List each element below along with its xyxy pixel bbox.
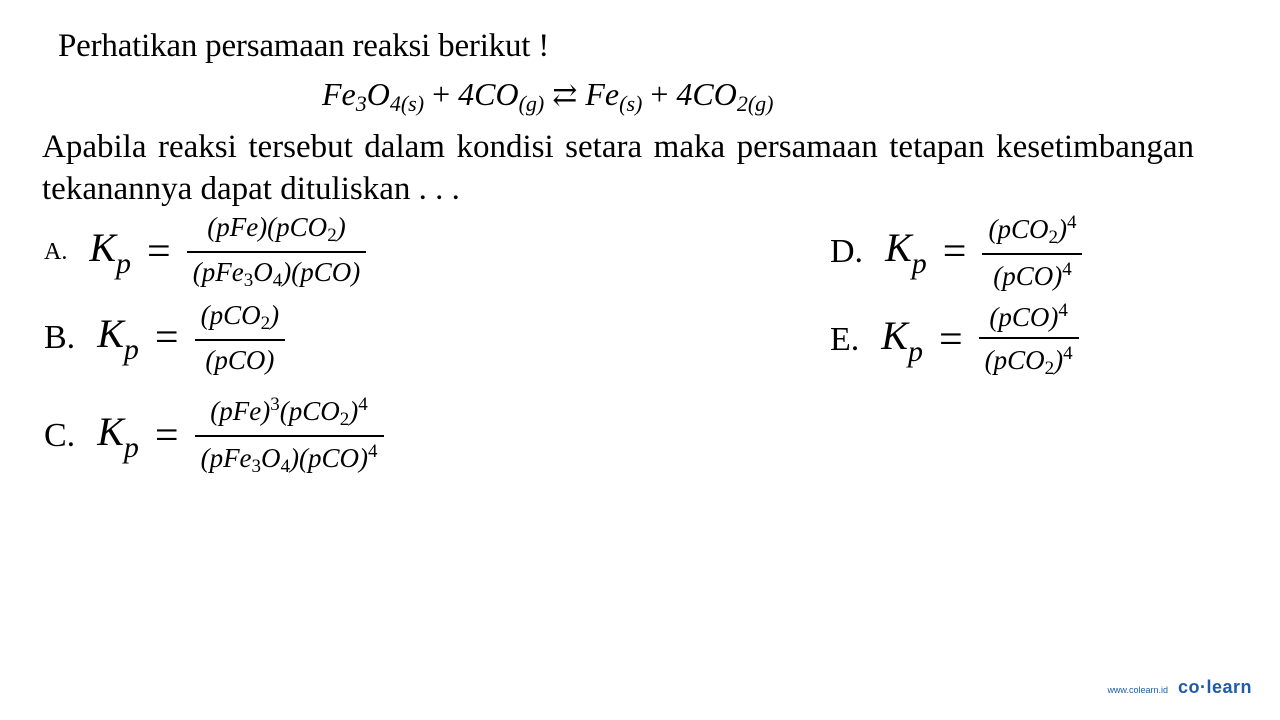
numerator: (pCO)$^4$ — [989, 300, 1068, 332]
denominator: (pCO)$^4$ — [993, 259, 1072, 291]
numerator: (pFe)(pCO$_2$) — [207, 212, 346, 246]
option-letter: B. — [44, 319, 76, 356]
brand-url: www.colearn.id — [1107, 685, 1168, 695]
equals-sign: = — [154, 413, 179, 459]
kp-symbol: $K_p$ — [881, 312, 923, 368]
question-text: Apabila reaksi tersebut dalam kondisi setara maka persamaan tetapan kesetimbangan tekanannya dapat dituliskan . . . — [42, 129, 1194, 207]
fraction — [195, 300, 286, 376]
option-letter: E. — [830, 321, 860, 358]
brand-watermark — [1107, 677, 1252, 698]
denominator: $(pCO_2)^4$ — [984, 343, 1073, 379]
fraction — [195, 394, 384, 478]
option-letter: A. — [44, 238, 68, 265]
numerator: $(pFe)^3(pCO_2)^4$ — [210, 394, 368, 430]
kp-symbol: $K_p$ — [97, 310, 139, 366]
fraction — [979, 300, 1079, 380]
numerator: $(pCO_2)^4$ — [988, 212, 1077, 248]
kp-symbol: $K_p$ — [97, 408, 139, 464]
numerator: (pCO$_2$) — [200, 300, 280, 334]
option-letter: C. — [44, 417, 76, 454]
denominator: $(pFe_3O_4)(pCO)^4$ — [200, 441, 378, 477]
equals-sign: = — [154, 315, 179, 361]
fraction — [982, 212, 1082, 292]
kp-symbol: $K_p$ — [89, 224, 132, 280]
option-c[interactable] — [44, 394, 384, 478]
option-b[interactable] — [44, 300, 285, 376]
equals-sign: = — [938, 317, 963, 363]
equals-sign: = — [147, 229, 171, 275]
option-letter: D. — [830, 233, 864, 270]
kp-symbol: $K_p$ — [885, 224, 927, 280]
equals-sign: = — [942, 229, 967, 275]
option-d[interactable] — [830, 212, 1082, 292]
fraction — [187, 212, 366, 292]
reaction-equation: $Fe_3O_{4(s)} + 4CO_{(g)}$ ⇄ $Fe_{(s)} + 4CO_{2(g)}$ — [322, 76, 774, 116]
denominator: (pCO) — [205, 345, 275, 375]
option-e[interactable] — [830, 300, 1079, 380]
option-a[interactable] — [44, 212, 366, 292]
denominator: $(pFe_3O_4)(pCO)$ — [192, 257, 361, 291]
question-intro: Perhatikan persamaan reaksi berikut ! — [58, 28, 550, 64]
equilibrium-arrow-icon: ⇄ — [552, 79, 578, 112]
colearn-logo-icon: co·learn — [1177, 677, 1252, 697]
